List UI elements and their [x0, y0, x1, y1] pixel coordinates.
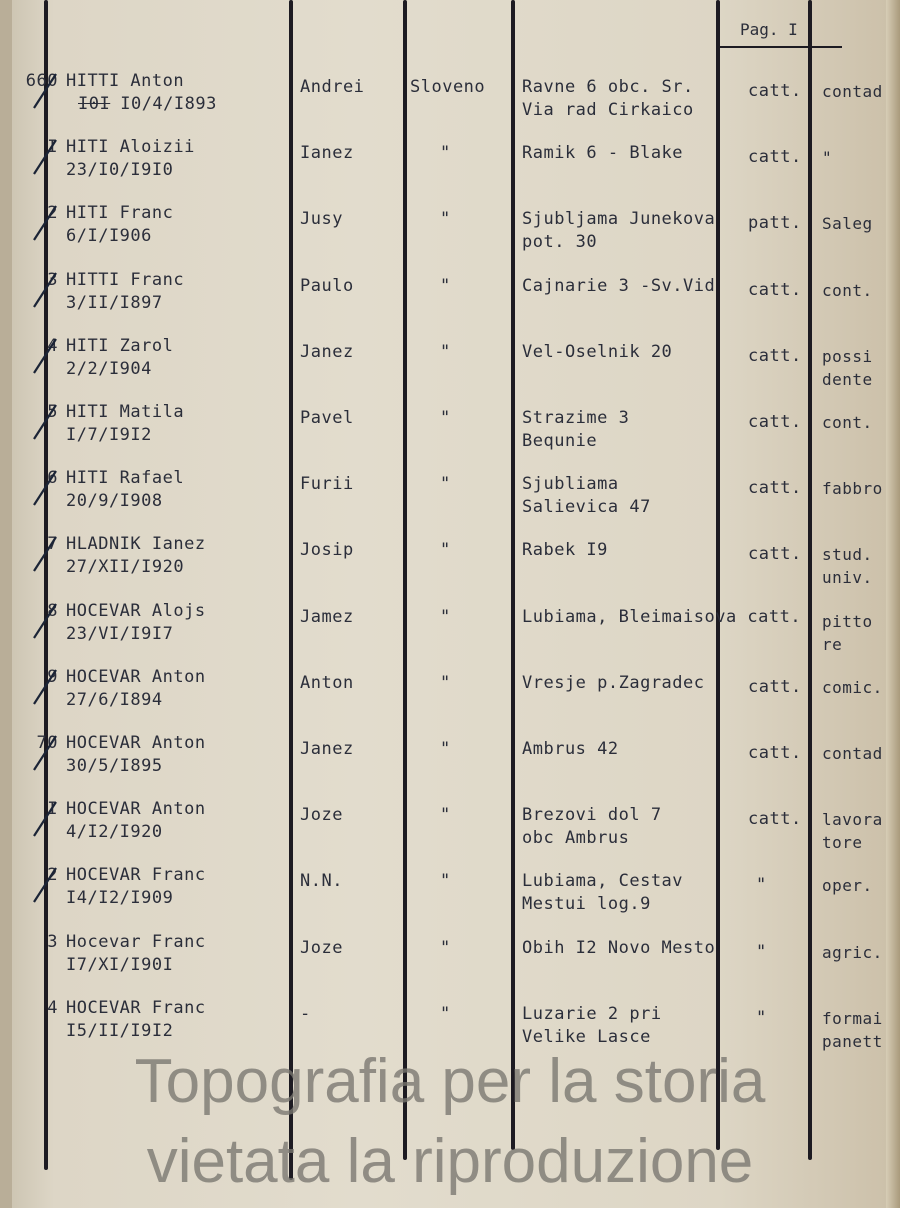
father-name: N.N.	[300, 871, 343, 891]
religion: "	[756, 942, 767, 962]
entry-number: 3	[47, 270, 58, 290]
entry-number: 8	[47, 601, 58, 621]
father-name: Ianez	[300, 143, 354, 163]
birth-date: I5/II/I9I2	[66, 1021, 174, 1041]
person-cell	[58, 533, 206, 579]
birth-date-line	[58, 424, 184, 447]
occupation-line: stud.	[822, 545, 873, 564]
birth-date-line	[58, 1020, 206, 1043]
birth-date-line	[58, 689, 206, 712]
entry-number: I	[47, 799, 58, 819]
birth-date-line	[58, 159, 195, 182]
person-name: HITTI Anton	[66, 71, 185, 91]
table-row	[0, 333, 900, 399]
table-row	[0, 796, 900, 862]
person-name: HITI Rafael	[66, 468, 185, 488]
occupation-line: re	[822, 635, 843, 654]
religion: catt.	[748, 677, 802, 697]
person-cell	[58, 666, 206, 712]
address-line: Sjubljama Junekova	[522, 209, 716, 229]
address-cell	[522, 870, 683, 916]
birth-date-line	[58, 490, 184, 513]
religion: "	[756, 1008, 767, 1028]
occupation-cell	[822, 80, 883, 103]
religion: catt.	[748, 81, 802, 101]
birth-date-line	[58, 623, 206, 646]
table-row	[0, 664, 900, 730]
entry-number: 9	[47, 667, 58, 687]
address-cell	[522, 76, 694, 122]
father-name: Pavel	[300, 408, 354, 428]
nationality: "	[440, 871, 451, 891]
address-line: Sjubliama	[522, 474, 619, 494]
father-name: Furii	[300, 474, 354, 494]
religion: catt.	[748, 147, 802, 167]
birth-date-line	[58, 887, 206, 910]
table-row	[0, 862, 900, 928]
birth-date-line	[58, 358, 173, 381]
religion: catt.	[748, 809, 802, 829]
occupation-cell	[822, 279, 873, 302]
religion: catt.	[748, 544, 802, 564]
birth-date: 4/I2/I920	[66, 822, 163, 842]
nationality: "	[440, 540, 451, 560]
occupation-line: cont.	[822, 413, 873, 432]
religion: catt.	[748, 280, 802, 300]
address-line: Strazime 3	[522, 408, 630, 428]
father-name: Anton	[300, 673, 354, 693]
occupation-cell	[822, 610, 873, 656]
page-label: Pag. I	[740, 20, 798, 39]
birth-date: 3/II/I897	[66, 293, 163, 313]
address-cell	[522, 407, 629, 453]
header-underline	[720, 46, 842, 48]
father-name: Jusy	[300, 209, 343, 229]
birth-date: 6/I/I906	[66, 226, 152, 246]
address-line: Lubiama, Bleimaisova catt.	[522, 607, 802, 627]
address-cell	[522, 738, 619, 761]
birth-date: 23/I0/I9I0	[66, 160, 174, 180]
birth-date: 2/2/I904	[66, 359, 152, 379]
address-line: Ramik 6 - Blake	[522, 143, 684, 163]
occupation-line: "	[822, 148, 833, 167]
address-cell	[522, 341, 672, 364]
occupation-line: possi	[822, 347, 873, 366]
occupation-line: panett	[822, 1032, 883, 1051]
struck-text: I0I	[78, 94, 111, 114]
birth-date: I7/XI/I90I	[66, 955, 174, 975]
nationality: "	[440, 739, 451, 759]
birth-date: 27/XII/I920	[66, 557, 185, 577]
birth-date-line	[58, 93, 217, 116]
entry-number: 70	[36, 733, 58, 753]
table-row	[0, 68, 900, 134]
occupation-cell	[822, 146, 832, 169]
entry-number: 4	[47, 336, 58, 356]
birth-date: I0/4/I893	[120, 94, 217, 114]
religion: catt.	[748, 478, 802, 498]
person-cell	[58, 467, 184, 513]
person-name: HLADNIK Ianez	[66, 534, 206, 554]
father-name: Paulo	[300, 276, 354, 296]
birth-date-line	[58, 556, 206, 579]
person-cell	[58, 732, 206, 778]
address-line: Rabek I9	[522, 540, 608, 560]
person-name: HITTI Franc	[66, 270, 185, 290]
table-row	[0, 531, 900, 597]
birth-date: 27/6/I894	[66, 690, 163, 710]
occupation-line: univ.	[822, 568, 873, 587]
occupation-line: lavora	[822, 810, 883, 829]
entry-number: 6	[47, 468, 58, 488]
nationality: "	[440, 209, 451, 229]
father-name: Joze	[300, 938, 343, 958]
person-name: HOCEVAR Anton	[66, 799, 206, 819]
occupation-cell	[822, 874, 873, 897]
birth-date: I/7/I9I2	[66, 425, 152, 445]
religion: catt.	[748, 412, 802, 432]
birth-date-line	[58, 821, 206, 844]
address-cell	[522, 937, 715, 960]
address-cell	[522, 208, 715, 254]
address-cell	[522, 142, 683, 165]
table-row	[0, 134, 900, 200]
address-cell	[522, 1003, 662, 1049]
entry-number: I	[47, 137, 58, 157]
nationality: "	[440, 805, 451, 825]
person-cell	[58, 864, 206, 910]
address-line: Via rad Cirkaico	[522, 100, 694, 120]
address-line: Bequnie	[522, 431, 598, 451]
occupation-line: contad	[822, 744, 883, 763]
occupation-line: cont.	[822, 281, 873, 300]
birth-date: 30/5/I895	[66, 756, 163, 776]
birth-date: 23/VI/I9I7	[66, 624, 174, 644]
father-name: -	[300, 1004, 311, 1024]
person-name: HITI Matila	[66, 402, 185, 422]
father-name: Janez	[300, 342, 354, 362]
address-cell	[522, 539, 608, 562]
person-name: Hocevar Franc	[66, 932, 206, 952]
address-line: Luzarie 2 pri	[522, 1004, 662, 1024]
address-line: pot. 30	[522, 232, 598, 252]
person-cell	[58, 798, 206, 844]
birth-date: I4/I2/I909	[66, 888, 174, 908]
entry-number: 7	[47, 534, 58, 554]
person-cell	[58, 136, 195, 182]
father-name: Janez	[300, 739, 354, 759]
birth-date: 20/9/I908	[66, 491, 163, 511]
address-line: Lubiama, Cestav	[522, 871, 684, 891]
table-row	[0, 399, 900, 465]
nationality: "	[440, 607, 451, 627]
religion: catt.	[748, 346, 802, 366]
address-line: Brezovi dol 7	[522, 805, 662, 825]
person-cell	[58, 401, 184, 447]
entry-number: 4	[47, 998, 58, 1018]
occupation-cell	[822, 477, 883, 500]
father-name: Jamez	[300, 607, 354, 627]
nationality: "	[440, 276, 451, 296]
nationality: "	[440, 143, 451, 163]
address-cell	[522, 606, 801, 629]
entry-number: 660	[25, 71, 58, 91]
person-cell	[58, 335, 173, 381]
address-line: Ravne 6 obc. Sr.	[522, 77, 694, 97]
person-name: HOCEVAR Anton	[66, 667, 206, 687]
occupation-line: comic.	[822, 678, 883, 697]
address-line: Mestui log.9	[522, 894, 651, 914]
occupation-cell	[822, 808, 883, 854]
address-cell	[522, 275, 715, 298]
occupation-cell	[822, 212, 873, 235]
birth-date-line	[58, 755, 206, 778]
occupation-line: formai	[822, 1009, 883, 1028]
address-line: Ambrus 42	[522, 739, 619, 759]
address-line: Velike Lasce	[522, 1027, 651, 1047]
father-name: Joze	[300, 805, 343, 825]
person-cell	[58, 931, 206, 977]
address-line: obc Ambrus	[522, 828, 630, 848]
nationality: "	[440, 673, 451, 693]
nationality: "	[440, 408, 451, 428]
table-row	[0, 465, 900, 531]
address-cell	[522, 672, 705, 695]
entry-number: 3	[47, 932, 58, 952]
address-cell	[522, 473, 651, 519]
occupation-cell	[822, 411, 873, 434]
address-line: Obih I2 Novo Mesto	[522, 938, 716, 958]
address-line: Vel-Oselnik 20	[522, 342, 673, 362]
person-cell	[58, 70, 217, 116]
person-name: HITI Franc	[66, 203, 174, 223]
religion: catt.	[748, 743, 802, 763]
occupation-line: agric.	[822, 943, 883, 962]
address-cell	[522, 804, 662, 850]
occupation-line: fabbro	[822, 479, 883, 498]
table-row	[0, 598, 900, 664]
birth-date-line	[58, 225, 173, 248]
occupation-line: oper.	[822, 876, 873, 895]
person-name: HITI Aloizii	[66, 137, 195, 157]
religion: patt.	[748, 213, 802, 233]
watermark-line-1: Topografia per la storia	[134, 1047, 766, 1116]
person-name: HOCEVAR Franc	[66, 865, 206, 885]
entry-number: 2	[47, 203, 58, 223]
father-name: Josip	[300, 540, 354, 560]
birth-date-line	[58, 292, 184, 315]
occupation-line: tore	[822, 833, 863, 852]
table-row	[0, 200, 900, 266]
address-line: Salievica 47	[522, 497, 651, 517]
nationality: Sloveno	[410, 77, 486, 97]
address-line: Cajnarie 3 -Sv.Vid	[522, 276, 716, 296]
occupation-cell	[822, 345, 873, 391]
entry-number: 2	[47, 865, 58, 885]
person-name: HOCEVAR Anton	[66, 733, 206, 753]
person-cell	[58, 997, 206, 1043]
person-cell	[58, 600, 206, 646]
nationality: "	[440, 1004, 451, 1024]
occupation-cell	[822, 543, 873, 589]
occupation-cell	[822, 941, 883, 964]
watermark-line-2: vietata la riproduzione	[146, 1127, 754, 1196]
birth-date-line	[58, 954, 206, 977]
person-name: HOCEVAR Alojs	[66, 601, 206, 621]
person-cell	[58, 202, 173, 248]
entry-number: 5	[47, 402, 58, 422]
occupation-line: contad	[822, 82, 883, 101]
occupation-line: Saleg	[822, 214, 873, 233]
person-name: HOCEVAR Franc	[66, 998, 206, 1018]
table-row	[0, 267, 900, 333]
occupation-line: pitto	[822, 612, 873, 631]
person-name: HITI Zarol	[66, 336, 174, 356]
religion: "	[756, 875, 767, 895]
occupation-cell	[822, 742, 883, 765]
nationality: "	[440, 474, 451, 494]
nationality: "	[440, 938, 451, 958]
table-row	[0, 730, 900, 796]
nationality: "	[440, 342, 451, 362]
person-cell	[58, 269, 184, 315]
father-name: Andrei	[300, 77, 365, 97]
occupation-line: dente	[822, 370, 873, 389]
table-row	[0, 929, 900, 995]
occupation-cell	[822, 676, 883, 699]
address-line: Vresje p.Zagradec	[522, 673, 705, 693]
